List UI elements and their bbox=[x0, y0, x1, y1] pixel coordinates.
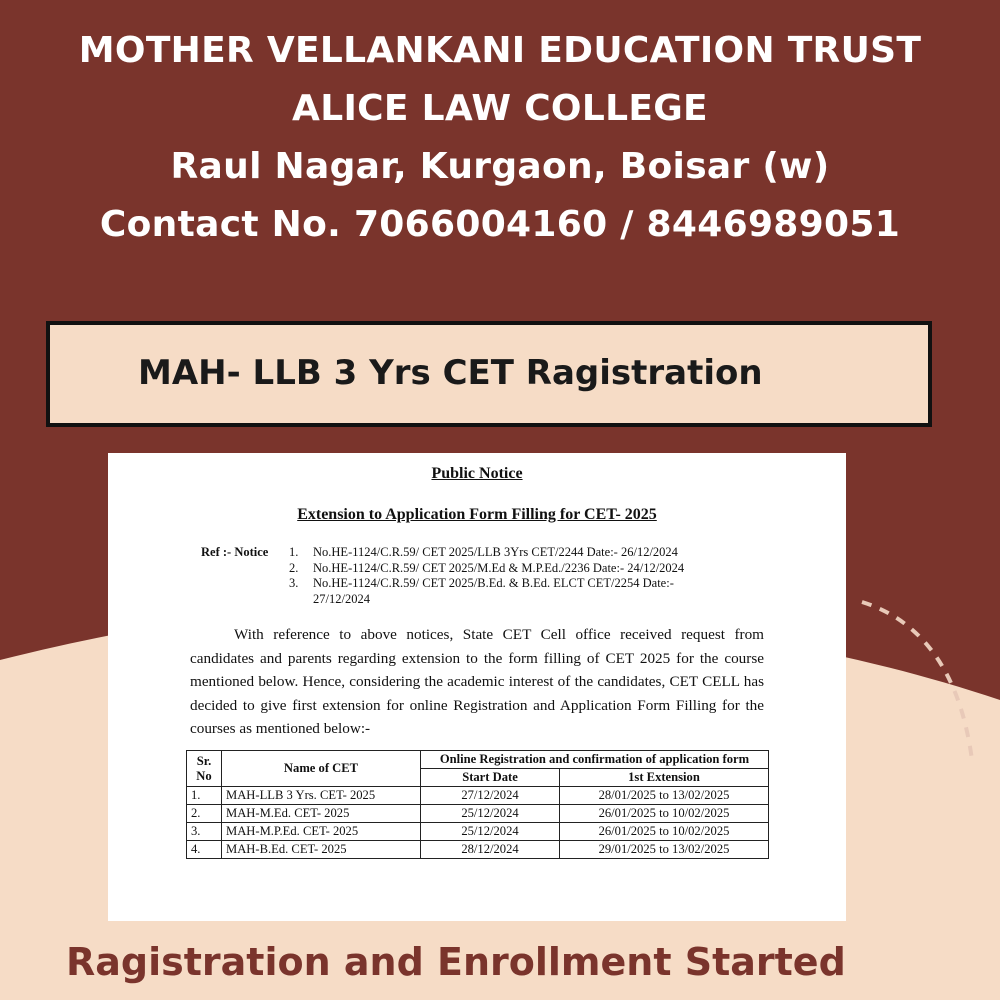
cell-start: 25/12/2024 bbox=[421, 823, 560, 841]
cell-extension: 28/01/2025 to 13/02/2025 bbox=[560, 787, 769, 805]
table-header-row bbox=[187, 751, 769, 769]
cell-start: 25/12/2024 bbox=[421, 805, 560, 823]
college-header bbox=[0, 22, 1000, 254]
cell-sr: 3. bbox=[187, 823, 222, 841]
ref-text: No.HE-1124/C.R.59/ CET 2025/M.Ed & M.P.Ed./2236 Date:- 24/12/2024 bbox=[313, 560, 685, 575]
cell-sr: 4. bbox=[187, 841, 222, 859]
table-row bbox=[187, 805, 769, 823]
table-row bbox=[187, 787, 769, 805]
ref-number: 1. bbox=[289, 545, 299, 559]
cell-name: MAH-B.Ed. CET- 2025 bbox=[222, 841, 421, 859]
public-notice-image bbox=[108, 453, 846, 921]
col-header-sr: Sr. No bbox=[187, 751, 222, 787]
ref-number: 2. bbox=[289, 560, 299, 575]
col-header-name: Name of CET bbox=[222, 751, 421, 787]
footer-tagline: Ragistration and Enrollment Started bbox=[66, 940, 846, 984]
ref-text-continued: 27/12/2024 bbox=[313, 591, 370, 606]
ref-text: No.HE-1124/C.R.59/ CET 2025/B.Ed. & B.Ed. ELCT CET/2254 Date:- bbox=[313, 576, 674, 590]
contact-numbers: Contact No. 7066004160 / 8446989051 bbox=[99, 204, 901, 245]
cell-name: MAH-M.P.Ed. CET- 2025 bbox=[222, 823, 421, 841]
cell-name: MAH-M.Ed. CET- 2025 bbox=[222, 805, 421, 823]
notice-subtitle: Extension to Application Form Filling for CET- 2025 bbox=[297, 506, 657, 523]
cet-schedule-table bbox=[186, 750, 769, 859]
ref-text: No.HE-1124/C.R.59/ CET 2025/LLB 3Yrs CET/2244 Date:- 26/12/2024 bbox=[313, 545, 678, 559]
cell-start: 27/12/2024 bbox=[421, 787, 560, 805]
table-row bbox=[187, 823, 769, 841]
table-row bbox=[187, 841, 769, 859]
notice-paragraph: With reference to above notices, State CET Cell office received request from candidates and parents regarding extension to the form filling of CET 2025 for the course mentioned below. Hence, considering the academic interest of the candidates, CET CELL has decided to give first extension for online Registration and Application Form Filling for the courses as mentioned below:- bbox=[190, 626, 764, 737]
course-banner bbox=[46, 321, 932, 427]
cell-extension: 29/01/2025 to 13/02/2025 bbox=[560, 841, 769, 859]
banner-text: MAH- LLB 3 Yrs CET Ragistration bbox=[138, 353, 763, 393]
cell-sr: 1. bbox=[187, 787, 222, 805]
cell-extension: 26/01/2025 to 10/02/2025 bbox=[560, 823, 769, 841]
cell-extension: 26/01/2025 to 10/02/2025 bbox=[560, 805, 769, 823]
ref-label: Ref :- Notice bbox=[201, 545, 269, 559]
cell-start: 28/12/2024 bbox=[421, 841, 560, 859]
notice-title: Public Notice bbox=[431, 465, 523, 482]
col-header-extension: 1st Extension bbox=[560, 769, 769, 787]
trust-name: MOTHER VELLANKANI EDUCATION TRUST bbox=[78, 30, 922, 71]
ref-number: 3. bbox=[289, 576, 299, 590]
cell-name: MAH-LLB 3 Yrs. CET- 2025 bbox=[222, 787, 421, 805]
col-header-group: Online Registration and confirmation of application form bbox=[421, 751, 769, 769]
college-name: ALICE LAW COLLEGE bbox=[292, 88, 708, 129]
col-header-start: Start Date bbox=[421, 769, 560, 787]
college-address: Raul Nagar, Kurgaon, Boisar (w) bbox=[170, 146, 830, 187]
cell-sr: 2. bbox=[187, 805, 222, 823]
